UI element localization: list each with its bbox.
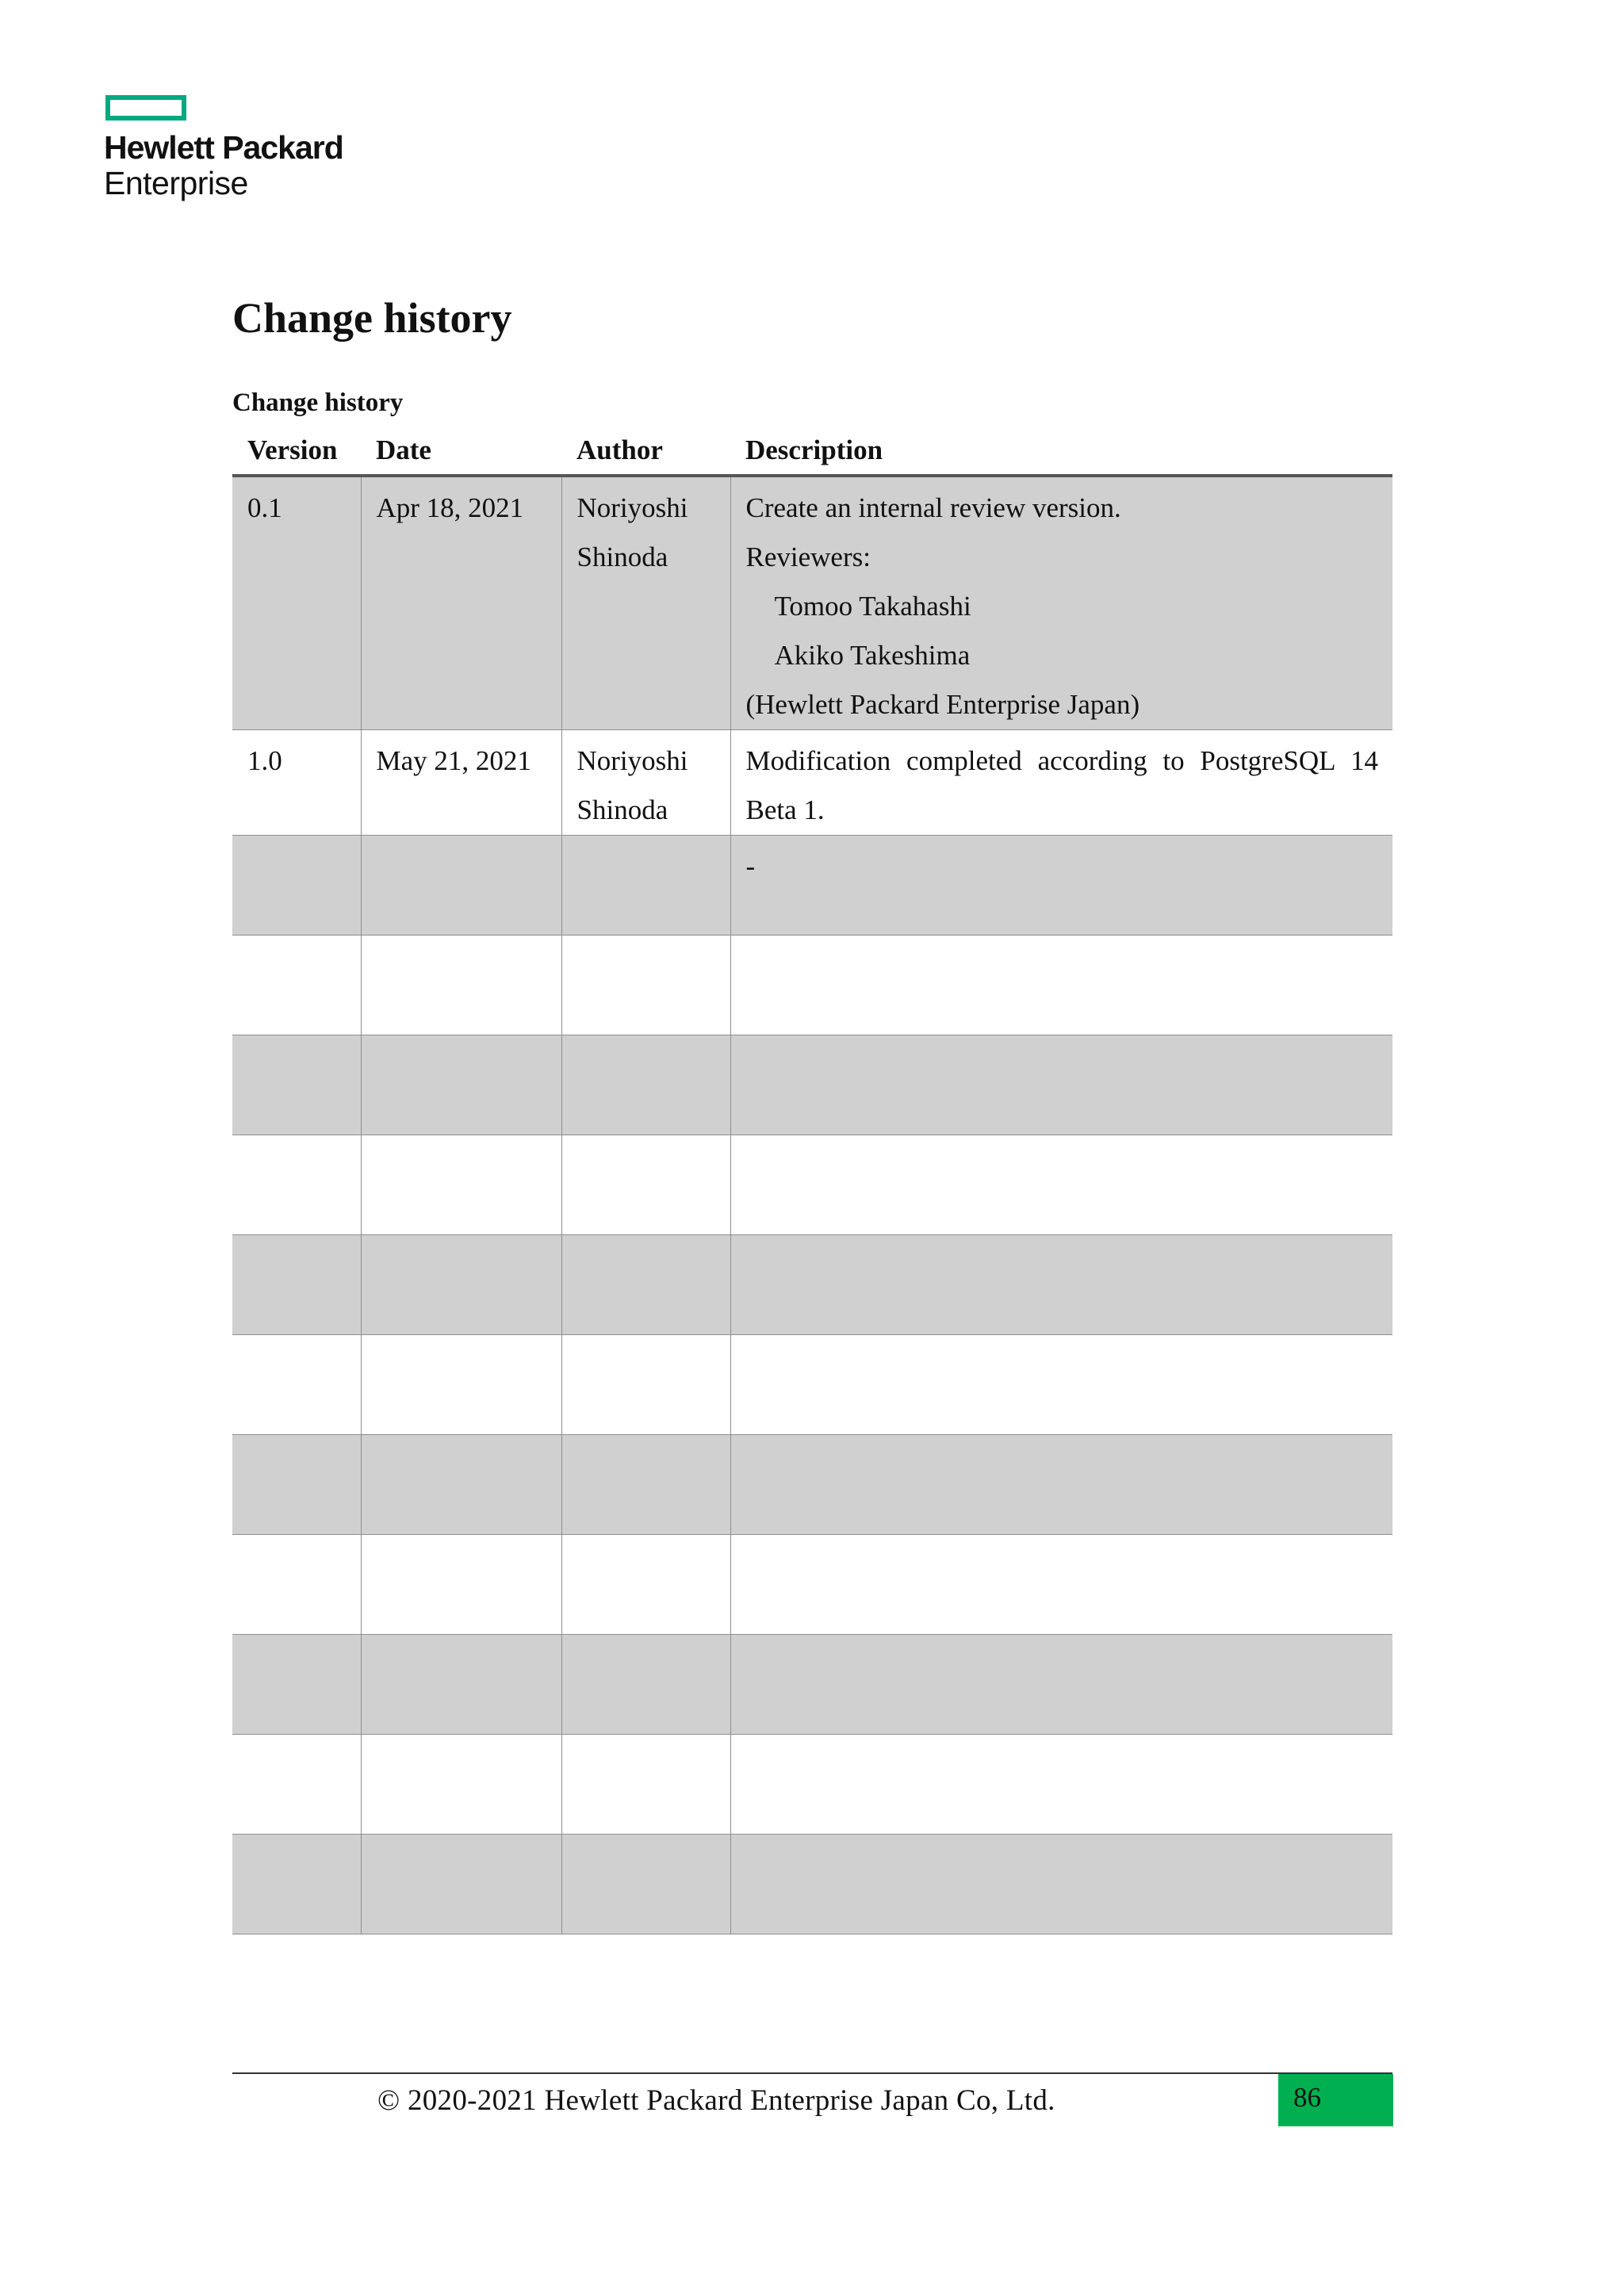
table-row <box>232 1335 1392 1435</box>
author-cell <box>561 1335 730 1435</box>
description-line: (Hewlett Packard Enterprise Japan) <box>745 689 1140 720</box>
table-row <box>232 1135 1392 1235</box>
version-cell <box>232 1635 361 1735</box>
author-cell <box>561 1235 730 1335</box>
description-cell <box>730 1535 1392 1635</box>
table-row <box>232 730 1392 836</box>
author-cell <box>561 936 730 1035</box>
version-cell <box>232 1035 361 1135</box>
author-cell <box>561 836 730 936</box>
version-cell: 1.0 <box>232 730 361 836</box>
description-cell <box>730 1335 1392 1435</box>
description-cell <box>730 1035 1392 1135</box>
version-cell <box>232 1435 361 1535</box>
reviewer-name: Tomoo Takahashi <box>774 591 971 622</box>
table-row <box>232 836 1392 936</box>
table-row <box>232 1535 1392 1635</box>
date-cell <box>361 1835 561 1934</box>
description-cell <box>730 1235 1392 1335</box>
author-line: Noriyoshi <box>576 492 688 523</box>
version-cell <box>232 1835 361 1934</box>
description-line: Create an internal review version. <box>745 492 1121 523</box>
author-cell <box>561 1835 730 1934</box>
column-header-author: Author <box>561 427 730 476</box>
page-number-badge: 86 <box>1278 2074 1393 2126</box>
author-cell <box>561 1135 730 1235</box>
table-row <box>232 1835 1392 1934</box>
date-cell <box>361 1035 561 1135</box>
description-cell: - <box>730 836 1392 936</box>
author-cell <box>561 1735 730 1835</box>
table-header-row <box>232 427 1392 476</box>
change-history-table <box>232 427 1392 1934</box>
table-row <box>232 1035 1392 1135</box>
column-header-version: Version <box>232 427 361 476</box>
description-cell <box>730 476 1392 730</box>
date-cell <box>361 936 561 1035</box>
description-cell <box>730 1635 1392 1735</box>
description-line: Reviewers: <box>745 541 871 572</box>
author-cell <box>561 1535 730 1635</box>
version-cell <box>232 836 361 936</box>
table-row <box>232 1235 1392 1335</box>
description-cell <box>730 1735 1392 1835</box>
table-row <box>232 476 1392 730</box>
version-cell: 0.1 <box>232 476 361 730</box>
hpe-logo-element-icon <box>105 95 186 121</box>
author-cell <box>561 476 730 730</box>
version-cell <box>232 1735 361 1835</box>
author-cell <box>561 1035 730 1135</box>
footer-divider <box>232 2072 1392 2074</box>
author-cell <box>561 1435 730 1535</box>
page-title: Change history <box>232 294 512 342</box>
author-line: Shinoda <box>576 794 668 825</box>
date-cell <box>361 1135 561 1235</box>
date-cell: May 21, 2021 <box>361 730 561 836</box>
table-row <box>232 1435 1392 1535</box>
reviewer-name: Akiko Takeshima <box>774 640 971 671</box>
date-cell <box>361 1335 561 1435</box>
date-cell <box>361 1235 561 1335</box>
description-cell: Modification completed according to PostgreSQL 14 Beta 1. <box>730 730 1392 836</box>
logo-text-line1: Hewlett Packard <box>104 129 343 166</box>
date-cell <box>361 1735 561 1835</box>
description-cell <box>730 936 1392 1035</box>
date-cell <box>361 836 561 936</box>
author-cell <box>561 1635 730 1735</box>
table-row <box>232 936 1392 1035</box>
description-cell <box>730 1135 1392 1235</box>
version-cell <box>232 1335 361 1435</box>
version-cell <box>232 1235 361 1335</box>
author-line: Noriyoshi <box>576 745 688 776</box>
table-caption: Change history <box>232 388 404 417</box>
version-cell <box>232 936 361 1035</box>
table-row <box>232 1635 1392 1735</box>
author-cell <box>561 730 730 836</box>
column-header-description: Description <box>730 427 1392 476</box>
description-cell <box>730 1835 1392 1934</box>
date-cell <box>361 1435 561 1535</box>
logo-text-line2: Enterprise <box>104 165 248 201</box>
table-row <box>232 1735 1392 1835</box>
author-line: Shinoda <box>576 541 668 572</box>
date-cell: Apr 18, 2021 <box>361 476 561 730</box>
column-header-date: Date <box>361 427 561 476</box>
version-cell <box>232 1135 361 1235</box>
date-cell <box>361 1635 561 1735</box>
footer-copyright: © 2020-2021 Hewlett Packard Enterprise Japan Co, Ltd. <box>377 2084 1055 2117</box>
version-cell <box>232 1535 361 1635</box>
date-cell <box>361 1535 561 1635</box>
description-cell <box>730 1435 1392 1535</box>
